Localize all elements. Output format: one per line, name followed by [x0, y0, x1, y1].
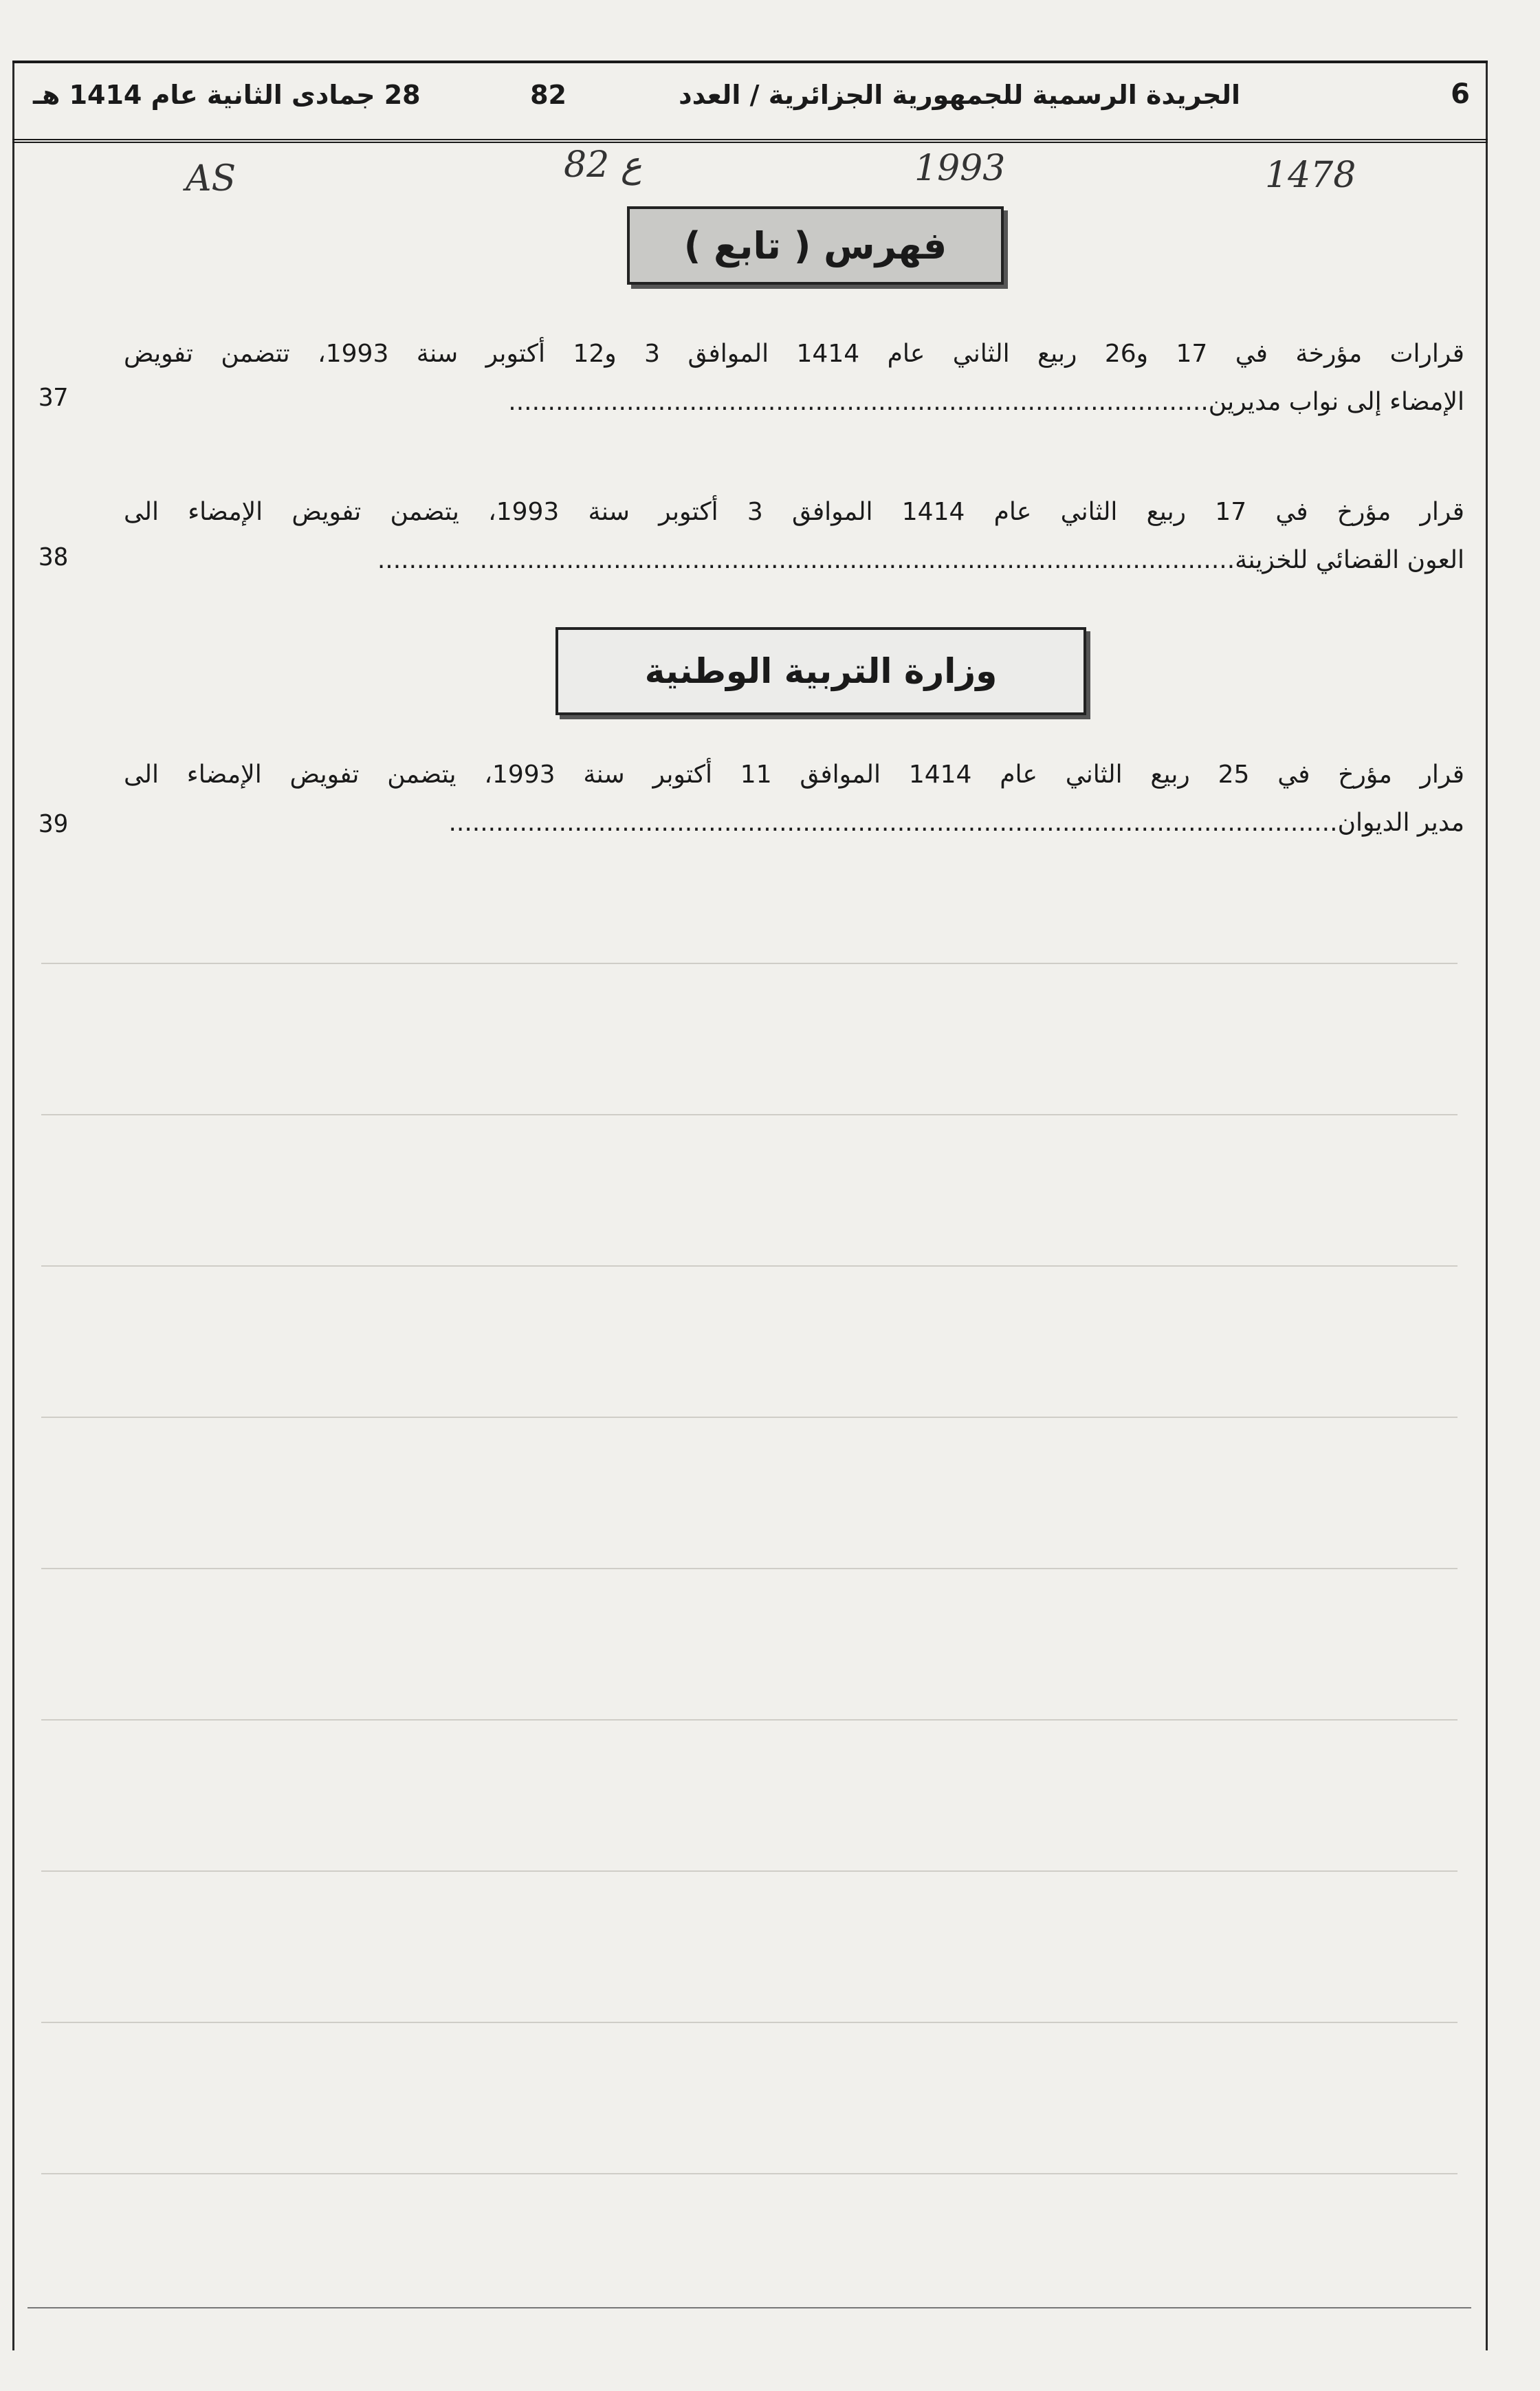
entry-page-number[interactable]: 37: [38, 384, 69, 412]
index-entry[interactable]: [124, 488, 1464, 585]
index-entry[interactable]: [124, 330, 1464, 426]
index-title: فهرس ( تابع ): [627, 206, 1004, 285]
bleed-through-line: [41, 1719, 1458, 1721]
leader-dots: .............................................................................................................: [377, 546, 1235, 574]
entry-text: قرار مؤرخ في 17 ربيع الثاني عام 1414 الموافق 3 أكتوبر سنة 1993، يتضمن تفويض الإمضاء الى: [124, 498, 1464, 526]
entry-continuation: [124, 799, 1464, 847]
gazette-title: الجريدة الرسمية للجمهورية الجزائرية / العدد: [679, 80, 1240, 110]
handwritten-issue: 82 ع: [564, 144, 642, 186]
leader-dots: .................................................................................................................: [448, 809, 1338, 837]
gazette-header: [12, 61, 1488, 143]
bleed-through-line: [41, 963, 1458, 964]
bleed-through-line: [41, 2022, 1458, 2023]
ministry-heading: وزارة التربية الوطنية: [556, 627, 1086, 715]
handwritten-number: 1478: [1265, 155, 1356, 196]
entry-continuation: [124, 378, 1464, 426]
entry-text: قرارات مؤرخة في 17 و26 ربيع الثاني عام 1414 الموافق 3 و12 أكتوبر سنة 1993، تتضمن تفويض: [124, 340, 1464, 368]
entry-text-cont: الإمضاء إلى نواب مديرين: [1208, 388, 1464, 416]
entry-text: قرار مؤرخ في 25 ربيع الثاني عام 1414 الموافق 11 أكتوبر سنة 1993، يتضمن تفويض الإمضاء الى: [124, 761, 1464, 789]
page-number: 6: [1451, 78, 1470, 110]
entry-page-number[interactable]: 39: [38, 810, 69, 838]
index-entry[interactable]: [124, 751, 1464, 847]
bleed-through-line: [41, 1265, 1458, 1267]
leader-dots: .........................................................................................: [508, 388, 1209, 416]
handwritten-year: 1993: [914, 148, 1006, 189]
bleed-through-line: [41, 1870, 1458, 1872]
entry-text-cont: العون القضائي للخزينة: [1235, 546, 1464, 574]
entry-continuation: [124, 536, 1464, 585]
bleed-through-line: [41, 2173, 1458, 2174]
handwritten-as: AS: [186, 158, 236, 199]
bleed-through-line: [41, 1568, 1458, 1569]
entry-text-cont: مدير الديوان: [1337, 809, 1464, 837]
bottom-rule: [28, 2307, 1471, 2308]
bleed-through-line: [41, 1114, 1458, 1115]
issue-number: 82: [530, 80, 566, 110]
hijri-date: 28 جمادى الثانية عام 1414 هـ: [33, 80, 421, 110]
entry-page-number[interactable]: 38: [38, 543, 69, 571]
bleed-through-line: [41, 1417, 1458, 1418]
